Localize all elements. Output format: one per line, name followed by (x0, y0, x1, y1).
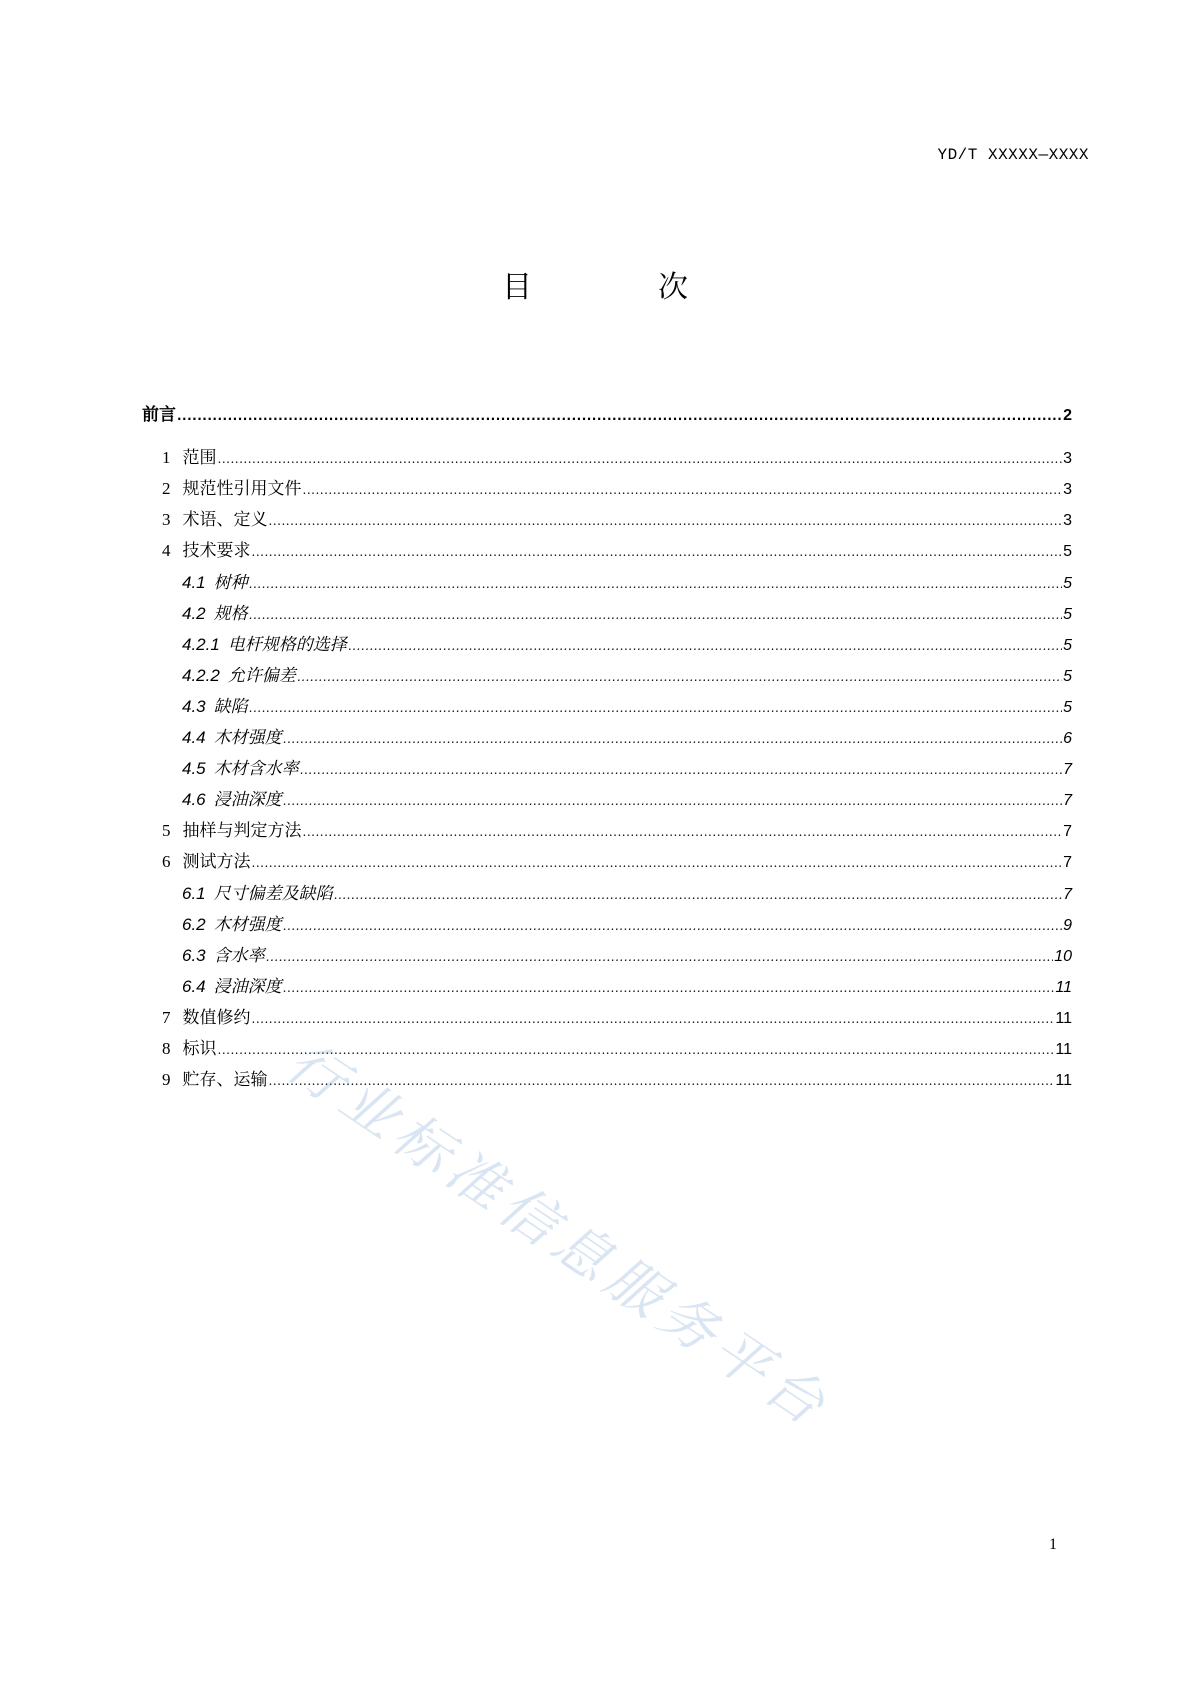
toc-entry[interactable] (182, 634, 1072, 656)
toc-leader-dots (300, 759, 1062, 781)
toc-entry-number: 4.4 (182, 728, 206, 747)
toc-leader-dots (266, 946, 1054, 968)
toc-entry-page: 5 (1063, 543, 1072, 561)
toc-entry-page: 3 (1063, 450, 1072, 468)
page-number: 1 (1049, 1536, 1057, 1553)
toc-entry-label: 木材含水率 (213, 759, 299, 780)
toc-entry-page: 11 (1055, 1009, 1072, 1027)
toc-entry-page: 2 (1063, 407, 1072, 424)
toc-entry[interactable] (182, 945, 1072, 967)
toc-entry-page: 7 (1063, 885, 1072, 903)
watermark: 行业标准信息服务平台 (274, 1029, 842, 1442)
toc-entry[interactable] (182, 727, 1072, 749)
document-code: YD/T XXXXX—XXXX (937, 146, 1089, 164)
toc-entry-page: 7 (1063, 792, 1072, 810)
toc-entry[interactable] (182, 883, 1072, 905)
toc-entry-page: 10 (1054, 947, 1072, 965)
toc-entry[interactable] (162, 478, 1072, 500)
toc-entry-label: 技术要求 (182, 541, 251, 562)
toc-entry[interactable] (162, 447, 1072, 469)
toc-entry-label: 标识 (182, 1039, 217, 1059)
toc-entry-page: 6 (1063, 730, 1072, 747)
toc-entry-label: 规范性引用文件 (182, 479, 302, 500)
toc-entry-label: 木材强度 (213, 728, 282, 748)
toc-entry-number: 6 (162, 852, 171, 872)
toc-entry-page: 7 (1063, 823, 1072, 841)
toc-entry-number: 4.2 (182, 603, 206, 623)
toc-leader-dots (249, 573, 1062, 595)
toc-leader-dots (218, 448, 1063, 470)
toc-entry-page: 5 (1063, 667, 1072, 685)
toc-leader-dots (269, 510, 1063, 532)
toc-entry-page: 11 (1055, 1072, 1072, 1090)
toc-entry[interactable] (182, 572, 1072, 594)
toc-entry[interactable] (162, 509, 1072, 531)
toc-entry[interactable] (162, 851, 1072, 873)
toc-entry-label: 数值修约 (182, 1007, 251, 1028)
toc-entry[interactable] (182, 603, 1072, 625)
toc-entry-label: 含水率 (213, 945, 265, 966)
toc-entry-label: 前言 (142, 405, 176, 425)
page-title: 目 次 (502, 270, 736, 305)
toc-entry-number: 4.3 (182, 696, 206, 716)
toc-entry-label: 浸油深度 (213, 976, 282, 997)
toc-entry-number: 2 (162, 479, 171, 499)
toc-leader-dots (252, 541, 1063, 563)
toc-entry-label: 贮存、运输 (182, 1070, 268, 1091)
toc-entry-number: 3 (162, 510, 171, 530)
toc-entry[interactable] (182, 696, 1072, 718)
toc-entry-number: 4.2.2 (182, 665, 220, 685)
toc-entry-number: 6.3 (182, 945, 206, 965)
toc-leader-dots (177, 405, 1062, 427)
toc-entry[interactable] (162, 1069, 1072, 1091)
toc-entry[interactable] (162, 820, 1072, 842)
toc-entry-page: 9 (1063, 916, 1072, 934)
toc-leader-dots (348, 635, 1062, 657)
toc-entry-number: 6.4 (182, 976, 206, 996)
toc-leader-dots (218, 1039, 1055, 1061)
toc-entry-number: 7 (162, 1007, 171, 1027)
toc-entry-number: 4.5 (182, 759, 206, 779)
toc-entry-page: 7 (1063, 854, 1072, 872)
toc-entry-label: 缺陷 (213, 696, 248, 717)
toc-entry[interactable] (142, 404, 1072, 426)
toc-leader-dots (252, 852, 1063, 874)
toc-entry-label: 测试方法 (182, 852, 251, 873)
toc-entry-label: 范围 (182, 448, 217, 469)
toc-entry-label: 木材强度 (213, 914, 282, 935)
toc-entry-page: 11 (1055, 978, 1072, 996)
toc-entry-number: 6.2 (182, 914, 206, 934)
toc-entry-page: 5 (1063, 636, 1072, 654)
toc-leader-dots (283, 915, 1062, 937)
toc-leader-dots (283, 977, 1055, 999)
toc-entry-page: 3 (1063, 481, 1072, 499)
toc-entry-number: 9 (162, 1070, 171, 1090)
toc-entry-page: 5 (1063, 605, 1072, 623)
toc-entry-label: 术语、定义 (182, 510, 268, 531)
toc-entry[interactable] (162, 540, 1072, 562)
toc-entry-page: 5 (1063, 698, 1072, 716)
toc-entry-label: 电杆规格的选择 (227, 634, 347, 655)
toc-leader-dots (303, 479, 1063, 501)
toc-entry-page: 7 (1063, 761, 1072, 779)
toc-entry[interactable] (162, 1007, 1072, 1029)
toc-entry-number: 4.1 (182, 572, 206, 592)
toc-entry-label: 尺寸偏差及缺陷 (213, 883, 333, 904)
toc-entry[interactable] (182, 665, 1072, 687)
toc-entry-number: 4 (162, 541, 171, 561)
toc-leader-dots (269, 1070, 1055, 1092)
toc-entry-label: 允许偏差 (227, 665, 296, 686)
toc-entry[interactable] (182, 914, 1072, 936)
toc-entry-label: 树种 (213, 572, 248, 593)
toc-entry-number: 8 (162, 1039, 171, 1058)
toc-entry[interactable] (162, 1038, 1072, 1060)
toc-entry-page: 5 (1063, 574, 1072, 592)
toc-leader-dots (283, 790, 1062, 812)
toc-entry-label: 浸油深度 (213, 790, 282, 811)
toc-leader-dots (252, 1008, 1055, 1030)
toc-entry-number: 4.6 (182, 790, 206, 810)
toc-leader-dots (249, 697, 1062, 719)
toc-entry-number: 6.1 (182, 883, 206, 903)
toc-entry[interactable] (182, 789, 1072, 811)
toc-leader-dots (283, 728, 1062, 750)
toc-leader-dots (334, 884, 1062, 906)
toc-entry[interactable] (182, 758, 1072, 780)
toc-entry-number: 4.2.1 (182, 634, 220, 654)
toc-entry[interactable] (182, 976, 1072, 998)
toc-leader-dots (297, 666, 1062, 688)
toc-entry-page: 11 (1055, 1041, 1072, 1058)
toc-leader-dots (303, 821, 1063, 843)
toc-entry-label: 规格 (213, 603, 248, 624)
toc-entry-label: 抽样与判定方法 (182, 821, 302, 842)
toc-entry-page: 3 (1063, 512, 1072, 530)
toc-leader-dots (249, 604, 1062, 626)
toc-entry-number: 5 (162, 821, 171, 841)
toc-entry-number: 1 (162, 448, 171, 468)
